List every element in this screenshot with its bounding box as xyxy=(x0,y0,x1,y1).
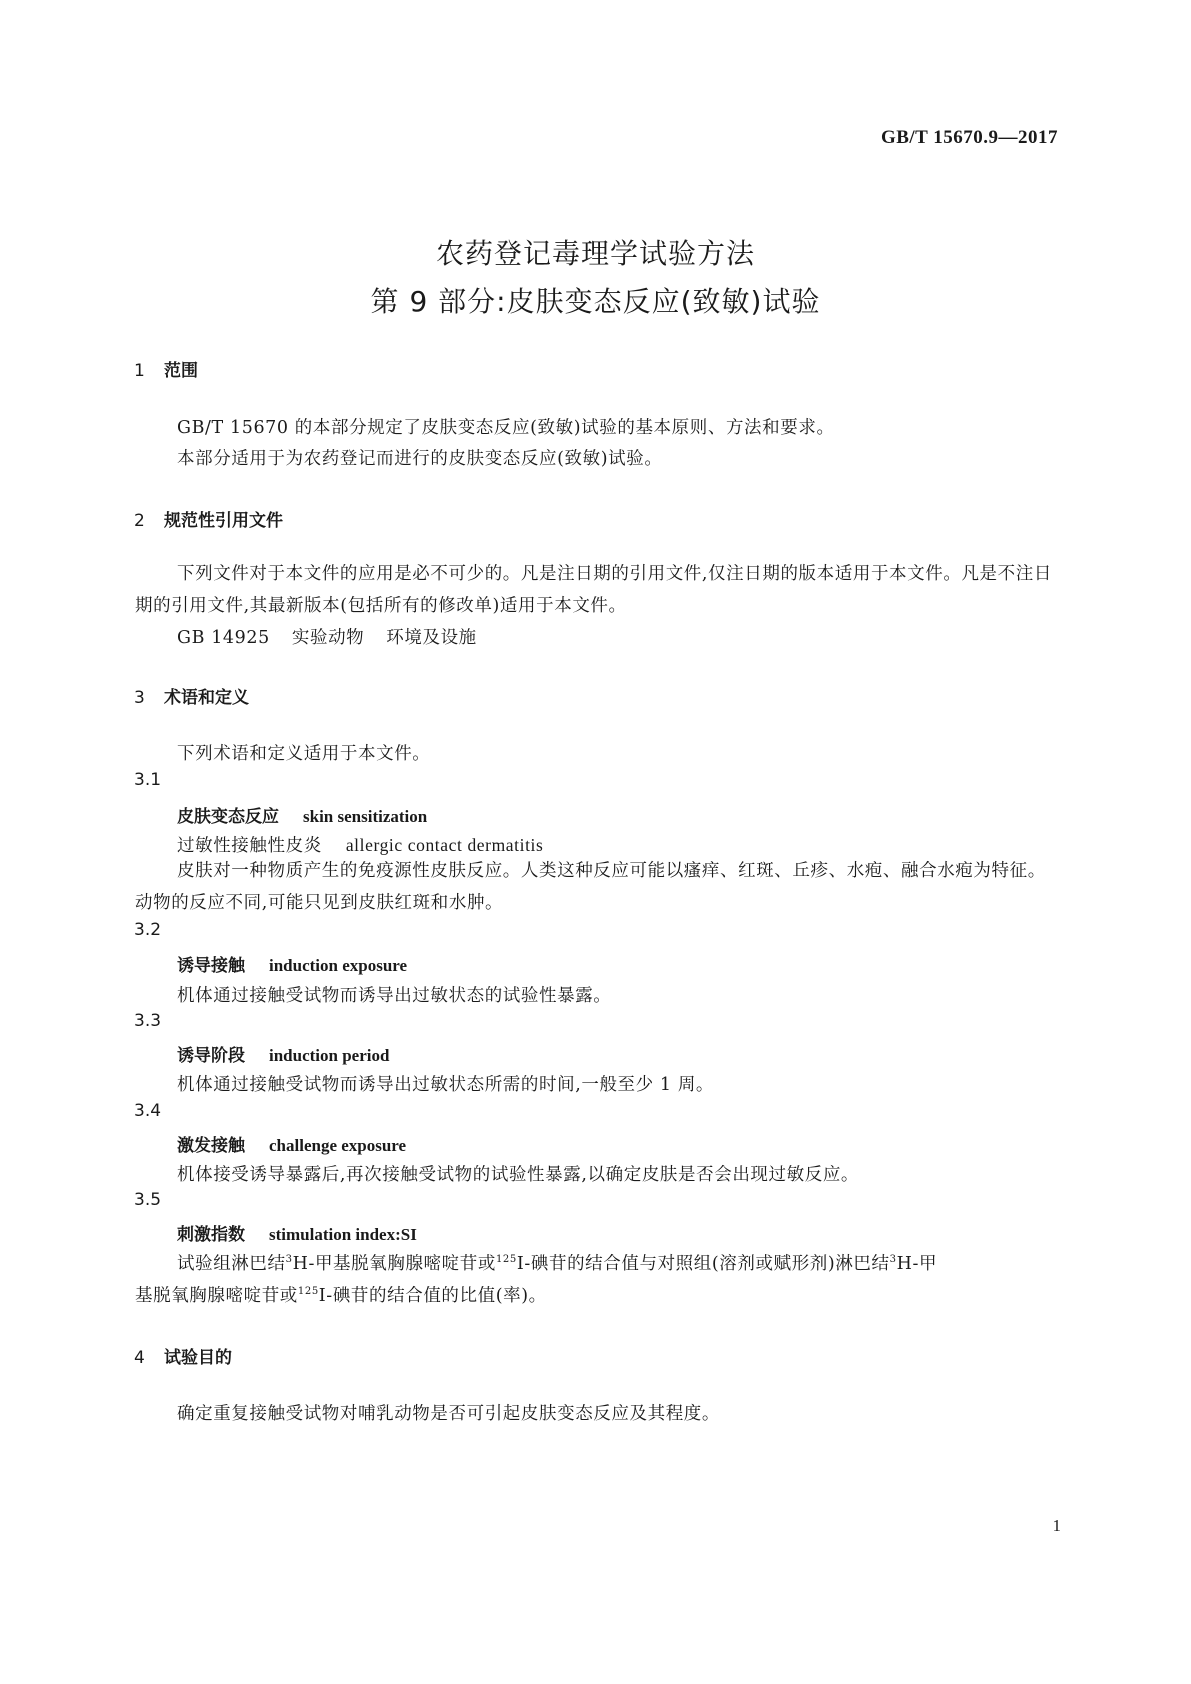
section-number: 1 xyxy=(134,361,145,381)
term-definition-line-1 xyxy=(177,1250,937,1275)
section-title: 试验目的 xyxy=(164,1348,232,1368)
section-heading-normative-references xyxy=(134,506,283,531)
section-number: 4 xyxy=(134,1348,145,1368)
term-definition xyxy=(135,855,1060,919)
reference-code: GB 14925 xyxy=(177,628,270,648)
superscript: 3 xyxy=(889,1254,897,1265)
synonym-cn: 过敏性接触性皮炎 xyxy=(177,836,322,856)
section-title: 规范性引用文件 xyxy=(164,511,283,531)
page-number: 1 xyxy=(1052,1516,1061,1535)
section-heading-terms xyxy=(134,683,249,708)
scope-paragraph-2: 本部分适用于为农药登记而进行的皮肤变态反应(致敏)试验。 xyxy=(177,449,663,469)
def-part: I-碘苷的结合值与对照组(溶剂或赋形剂)淋巴结 xyxy=(516,1254,890,1274)
term-definition-line-2 xyxy=(135,1282,547,1307)
terms-intro: 下列术语和定义适用于本文件。 xyxy=(177,744,431,764)
def-part: 试验组淋巴结 xyxy=(177,1254,286,1274)
reference-title-a: 实验动物 xyxy=(291,628,365,648)
term-heading xyxy=(177,1220,417,1245)
purpose-paragraph: 确定重复接触受试物对哺乳动物是否可引起皮肤变态反应及其程度。 xyxy=(177,1404,720,1424)
def-part: I-碘苷的结合值的比值(率)。 xyxy=(318,1286,547,1306)
term-en: skin sensitization xyxy=(303,807,428,826)
term-synonym xyxy=(177,832,543,857)
term-heading xyxy=(177,951,407,976)
term-en: induction exposure xyxy=(269,956,408,975)
references-text: 下列文件对于本文件的应用是必不可少的。凡是注日期的引用文件,仅注日期的版本适用于本文件。凡是不注日期的引用文件,其最新版本(包括所有的修改单)适用于本文件。 xyxy=(135,564,1052,616)
document-subtitle: 第 9 部分:皮肤变态反应(致敏)试验 xyxy=(370,285,821,318)
term-cn: 刺激指数 xyxy=(177,1225,245,1245)
superscript: 125 xyxy=(495,1254,517,1265)
section-title: 范围 xyxy=(164,361,198,381)
term-heading xyxy=(177,1131,406,1156)
section-title: 术语和定义 xyxy=(164,688,249,708)
term-definition: 机体通过接触受试物而诱导出过敏状态的试验性暴露。 xyxy=(177,986,612,1006)
superscript: 3 xyxy=(285,1254,293,1265)
references-paragraph xyxy=(135,558,1060,622)
term-en: induction period xyxy=(269,1046,390,1065)
standard-code: GB/T 15670.9—2017 xyxy=(880,127,1058,148)
term-number: 3.1 xyxy=(134,770,162,790)
term-definition: 机体接受诱导暴露后,再次接触受试物的试验性暴露,以确定皮肤是否会出现过敏反应。 xyxy=(177,1165,860,1185)
section-number: 3 xyxy=(134,688,145,708)
term-cn: 激发接触 xyxy=(177,1136,245,1156)
definition-text: 皮肤对一种物质产生的免疫源性皮肤反应。人类这种反应可能以瘙痒、红斑、丘疹、水疱、融合水疱为特征。动物的反应不同,可能只见到皮肤红斑和水肿。 xyxy=(135,861,1046,913)
term-en: challenge exposure xyxy=(269,1136,407,1155)
term-cn: 诱导阶段 xyxy=(177,1046,245,1066)
document-title: 农药登记毒理学试验方法 xyxy=(435,237,755,270)
term-number: 3.4 xyxy=(134,1101,162,1121)
term-heading xyxy=(177,802,427,827)
term-heading xyxy=(177,1041,389,1066)
synonym-en: allergic contact dermatitis xyxy=(345,835,544,855)
term-number: 3.5 xyxy=(134,1190,162,1210)
reference-title-b: 环境及设施 xyxy=(386,628,477,648)
def-part: H-甲基脱氧胸腺嘧啶苷或 xyxy=(292,1254,496,1274)
reference-entry xyxy=(177,624,477,649)
section-number: 2 xyxy=(134,511,145,531)
section-heading-purpose xyxy=(134,1343,232,1368)
term-number: 3.2 xyxy=(134,920,162,940)
term-en: stimulation index:SI xyxy=(269,1225,417,1244)
term-cn: 皮肤变态反应 xyxy=(177,807,279,827)
def-part: H-甲 xyxy=(896,1254,938,1274)
def-part: 基脱氧胸腺嘧啶苷或 xyxy=(135,1286,298,1306)
term-definition: 机体通过接触受试物而诱导出过敏状态所需的时间,一般至少 1 周。 xyxy=(177,1075,715,1095)
section-heading-scope xyxy=(134,356,198,381)
term-cn: 诱导接触 xyxy=(177,956,245,976)
superscript: 125 xyxy=(297,1286,319,1297)
term-number: 3.3 xyxy=(134,1011,162,1031)
scope-paragraph-1: GB/T 15670 的本部分规定了皮肤变态反应(致敏)试验的基本原则、方法和要求。 xyxy=(177,418,835,438)
